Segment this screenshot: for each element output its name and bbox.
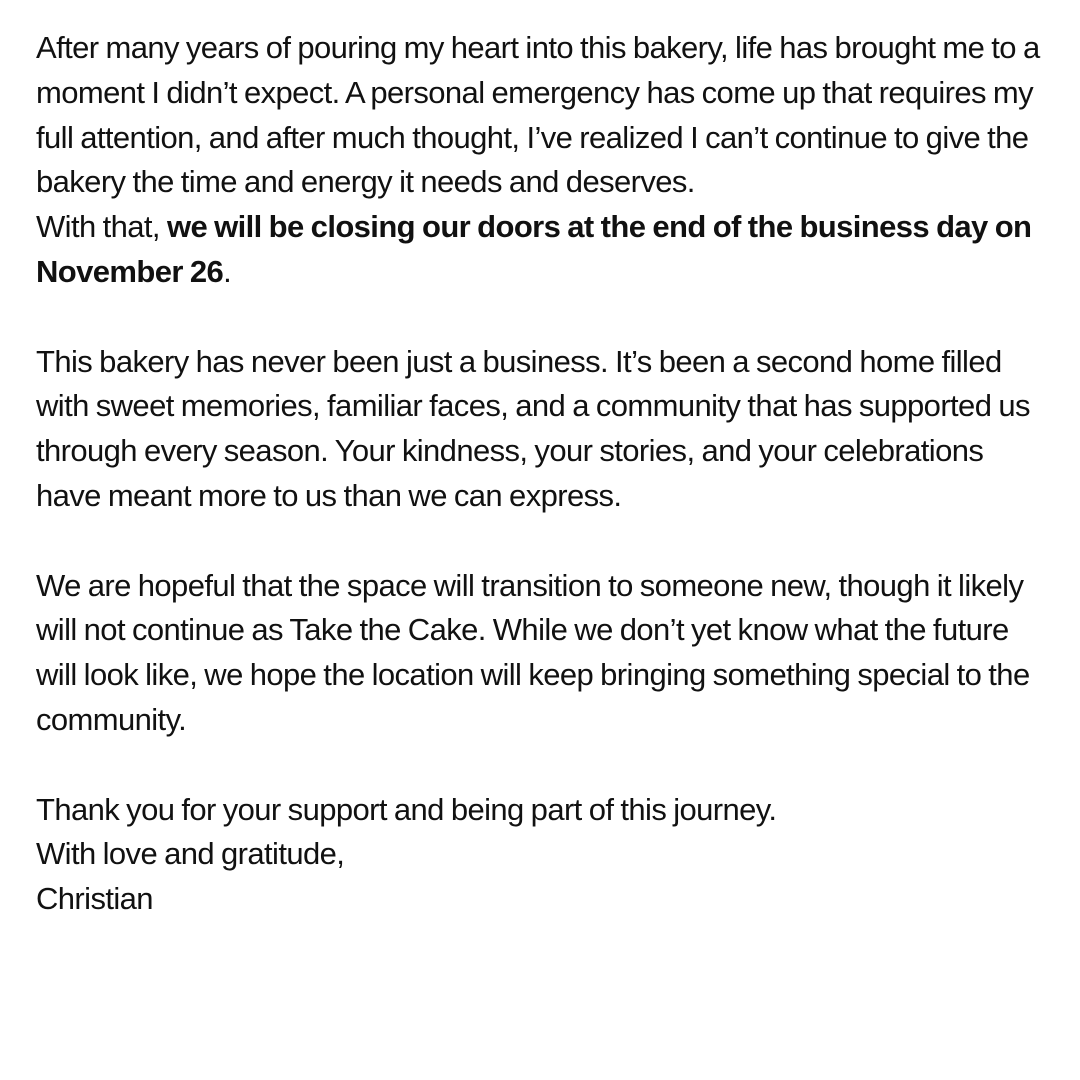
paragraph-spacer — [36, 743, 1046, 788]
intro-paragraph: After many years of pouring my heart into this bakery, life has brought me to a moment I didn’t expect. A personal emergency has come up that requires my full attention, and after much thought, I’ve realized I can’t continue to give the bakery the time and energy it needs and deserves. — [36, 30, 1040, 200]
closing-date-paragraph — [36, 205, 1046, 295]
community-paragraph: This bakery has never been just a business. It’s been a second home filled with sweet memories, familiar faces, and a community that has supported us through every season. Your kindness, your stories, and your celebrations have meant more to us than we can express. — [36, 343, 1030, 513]
paragraph-spacer — [36, 519, 1046, 564]
closing-suffix: . — [223, 253, 232, 289]
closing-announcement-letter — [36, 26, 1046, 922]
signature: Christian — [36, 881, 153, 917]
paragraph-spacer — [36, 295, 1046, 340]
future-paragraph: We are hopeful that the space will transition to someone new, though it likely will not continue as Take the Cake. While we don’t yet know what the future will look like, we hope the location will keep bringing something special to the community. — [36, 567, 1030, 737]
signoff-line: With love and gratitude, — [36, 836, 345, 872]
thanks-line: Thank you for your support and being part of this journey. — [36, 791, 777, 827]
closing-prefix: With that, — [36, 209, 167, 245]
closing-date-statement: we will be closing our doors at the end of the business day on November 26 — [36, 209, 1032, 289]
